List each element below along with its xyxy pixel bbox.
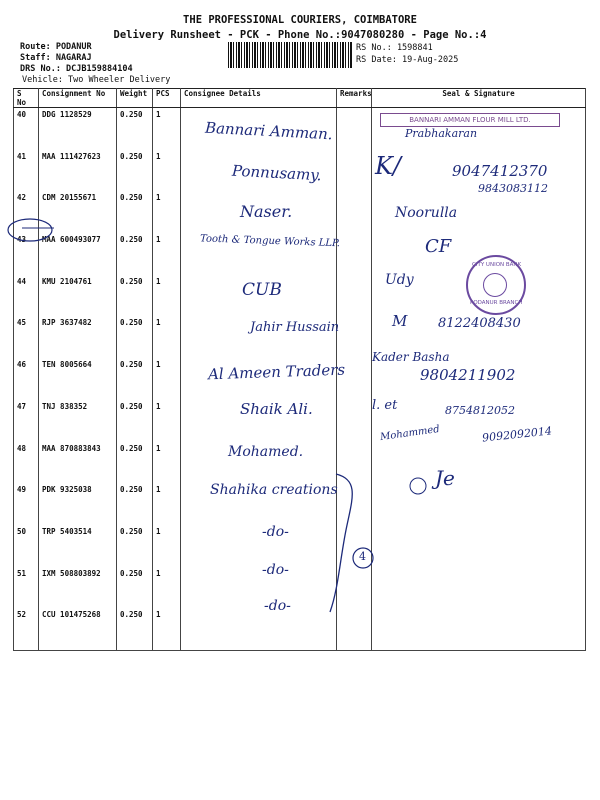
handwritten-signature: Udy xyxy=(385,272,414,288)
row-sno: 40 xyxy=(14,108,39,150)
row-consignment: TRP 5403514 xyxy=(39,525,117,567)
row-sno: 45 xyxy=(14,316,39,358)
handwritten-consignee: Shaik Ali. xyxy=(240,400,313,418)
row-pcs: 1 xyxy=(153,358,181,400)
handwritten-phone: 9843083112 xyxy=(478,182,548,195)
handwritten-consignee: -do- xyxy=(262,524,289,540)
row-weight: 0.250 xyxy=(117,233,153,275)
bank-seal-branch: PODANUR BRANCH xyxy=(470,300,523,306)
handwritten-phone: 8754812052 xyxy=(445,404,515,417)
handwritten-consignee: Ponnusamy. xyxy=(231,161,323,185)
row-consignment: TNJ 838352 xyxy=(39,400,117,442)
row-sno: 48 xyxy=(14,442,39,484)
col-weight: Weight xyxy=(117,89,153,108)
row-weight: 0.250 xyxy=(117,567,153,609)
handwritten-consignee: CUB xyxy=(242,280,282,300)
col-remarks: Remarks xyxy=(337,89,372,108)
row-sno: 44 xyxy=(14,275,39,317)
row-consignment: MAA 600493077 xyxy=(39,233,117,275)
signature-scribble: K/ xyxy=(375,152,402,180)
rs-date: RS Date: 19-Aug-2025 xyxy=(356,55,459,65)
handwritten-phone: 9047412370 xyxy=(452,162,548,180)
handwritten-phone: 8122408430 xyxy=(438,316,521,331)
row-weight: 0.250 xyxy=(117,108,153,150)
row-sno: 51 xyxy=(14,567,39,609)
handwritten-consignee: Jahir Hussain xyxy=(250,320,340,335)
signature-scribble: l. et xyxy=(372,398,398,413)
signature-scribble: Je xyxy=(435,466,455,490)
row-consignment: RJP 3637482 xyxy=(39,316,117,358)
row-sno: 52 xyxy=(14,608,39,650)
row-consignment: MAA 870883843 xyxy=(39,442,117,484)
row-pcs: 1 xyxy=(153,567,181,609)
row-pcs: 1 xyxy=(153,525,181,567)
row-sno: 43 xyxy=(14,233,39,275)
handwritten-consignee: Al Ameen Traders xyxy=(207,360,346,384)
row-sno: 42 xyxy=(14,191,39,233)
row-weight: 0.250 xyxy=(117,608,153,650)
row-pcs: 1 xyxy=(153,608,181,650)
row-weight: 0.250 xyxy=(117,191,153,233)
company-stamp: BANNARI AMMAN FLOUR MILL LTD. xyxy=(380,113,560,127)
handwritten-consignee: Mohamed. xyxy=(228,444,304,460)
row-pcs: 1 xyxy=(153,442,181,484)
signature-scribble: CF xyxy=(425,236,452,257)
row-pcs: 1 xyxy=(153,150,181,192)
col-consignment: Consignment No xyxy=(39,89,117,108)
row-consignment: CCU 101475268 xyxy=(39,608,117,650)
signature-circle-mark xyxy=(410,478,426,494)
handwritten-phone: 9092092014 xyxy=(481,424,553,445)
col-consignee: Consignee Details xyxy=(181,89,337,108)
row-sno: 46 xyxy=(14,358,39,400)
row-pcs: 1 xyxy=(153,400,181,442)
row-consignment: TEN 8005664 xyxy=(39,358,117,400)
row-weight: 0.250 xyxy=(117,400,153,442)
row-consignment: PDK 9325038 xyxy=(39,483,117,525)
row-weight: 0.250 xyxy=(117,358,153,400)
row-consignment: DDG 1128529 xyxy=(39,108,117,150)
handwritten-consignee: Shahika creations xyxy=(210,482,338,498)
runsheet-subtitle: Delivery Runsheet - PCK - Phone No.:9047080280 - Page No.:4 xyxy=(113,29,487,41)
handwritten-signature: Noorulla xyxy=(395,205,458,221)
row-weight: 0.250 xyxy=(117,525,153,567)
row-sno: 41 xyxy=(14,150,39,192)
col-sno: S No xyxy=(14,89,39,108)
company-title: THE PROFESSIONAL COURIERS, COIMBATORE xyxy=(183,14,417,26)
row-weight: 0.250 xyxy=(117,483,153,525)
drs-number: DRS No.: DCJB159884104 xyxy=(20,64,133,74)
handwritten-consignee: -do- xyxy=(262,562,289,578)
row-weight: 0.250 xyxy=(117,442,153,484)
route-label: Route: PODANUR xyxy=(20,42,92,52)
handwritten-signature: Kader Basha xyxy=(372,350,450,364)
col-seal-signature: Seal & Signature xyxy=(372,89,586,108)
vehicle-label: Vehicle: Two Wheeler Delivery xyxy=(22,75,171,85)
staff-label: Staff: NAGARAJ xyxy=(20,53,92,63)
row-weight: 0.250 xyxy=(117,275,153,317)
handwritten-consignee: Tooth & Tongue Works LLP. xyxy=(199,233,341,250)
bank-seal-name: CITY UNION BANK xyxy=(472,262,522,268)
row-consignment: KMU 2104761 xyxy=(39,275,117,317)
row-pcs: 1 xyxy=(153,275,181,317)
row-pcs: 1 xyxy=(153,233,181,275)
ditto-bracket-mark xyxy=(330,474,352,612)
handwritten-signature: Mohammed xyxy=(379,423,441,444)
count-mark-text: 4 xyxy=(359,550,366,563)
row-weight: 0.250 xyxy=(117,316,153,358)
handwritten-signature: Prabhakaran xyxy=(405,127,478,140)
row-consignment: MAA 111427623 xyxy=(39,150,117,192)
row-43-circle-mark xyxy=(8,219,52,241)
handwritten-consignee: Naser. xyxy=(240,202,293,221)
row-pcs: 1 xyxy=(153,316,181,358)
row-pcs: 1 xyxy=(153,191,181,233)
col-pcs: PCS xyxy=(153,89,181,108)
handwritten-phone: 9804211902 xyxy=(420,366,516,384)
row-consignment: CDM 20155671 xyxy=(39,191,117,233)
handwritten-consignee: Bannari Amman. xyxy=(204,118,334,144)
handwritten-consignee: -do- xyxy=(264,598,291,614)
row-sno: 47 xyxy=(14,400,39,442)
row-sno: 50 xyxy=(14,525,39,567)
row-weight: 0.250 xyxy=(117,150,153,192)
row-sno: 49 xyxy=(14,483,39,525)
row-consignment: IXM 508803892 xyxy=(39,567,117,609)
row-pcs: 1 xyxy=(153,108,181,150)
signature-scribble: M xyxy=(392,312,408,330)
row-pcs: 1 xyxy=(153,483,181,525)
rs-number: RS No.: 1598841 xyxy=(356,43,433,53)
